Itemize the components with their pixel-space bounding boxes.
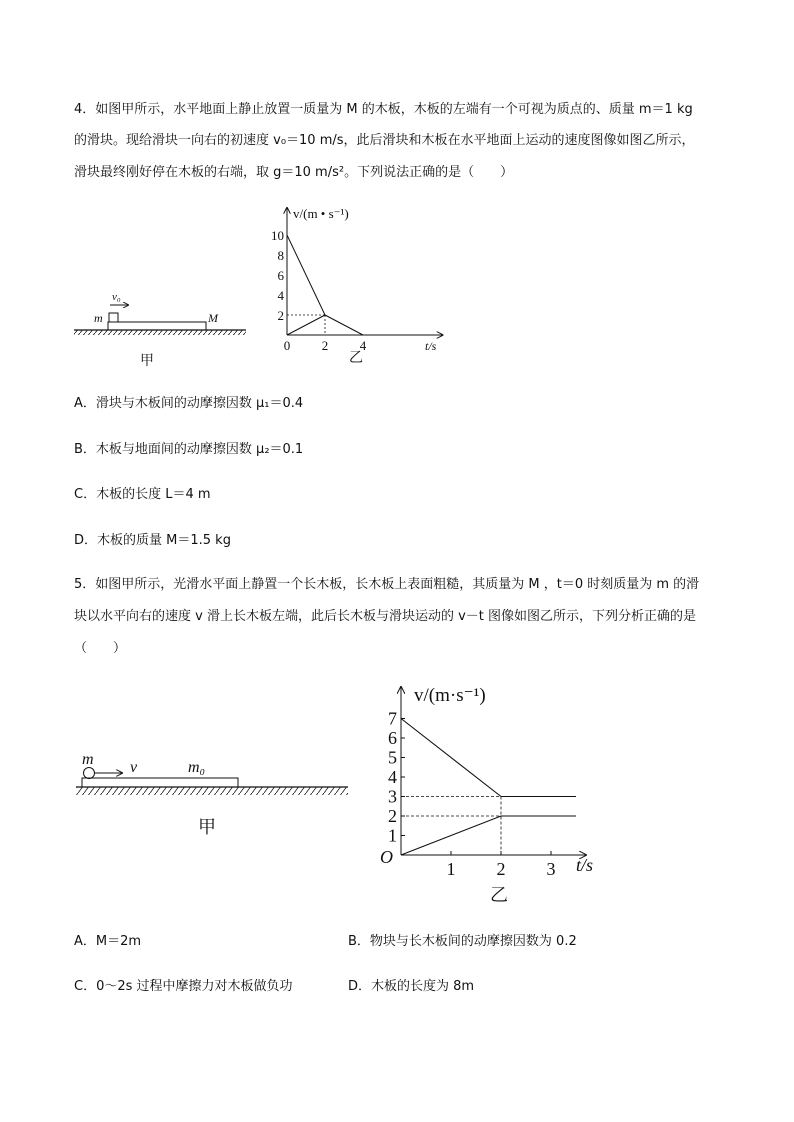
q4-option-a[interactable]: A．滑块与木板间的动摩擦因数 μ₁＝0.4 <box>74 396 304 411</box>
y-tick-label: 5 <box>388 747 397 768</box>
label-m: m <box>94 311 103 325</box>
q5-option-c[interactable]: C．0～2s 过程中摩擦力对木板做负功 <box>74 979 293 994</box>
q5-option-b[interactable]: B．物块与长木板间的动摩擦因数为 0.2 <box>348 934 577 949</box>
q4-option-d[interactable]: D．木板的质量 M＝1.5 kg <box>74 533 231 548</box>
q4-stem-line-3: 滑块最终刚好停在木板的右端，取 g＝10 m/s²。下列说法正确的是（ ） <box>74 165 514 180</box>
slider-ball <box>84 768 95 779</box>
y-tick-label: 8 <box>277 248 284 263</box>
ground-hatch <box>74 330 246 335</box>
x-tick-label: 2 <box>496 859 506 879</box>
x-tick-label: 1 <box>446 859 456 879</box>
q5-stem-line-3: （ ） <box>74 641 127 656</box>
q4-vt-chart <box>265 200 455 370</box>
q4-stem-line-1: 4．如图甲所示，水平地面上静止放置一质量为 M 的木板，木板的左端有一个可视为质点的、质量 m＝1 kg <box>74 102 693 117</box>
q5-figure-jia <box>72 745 357 845</box>
series-line <box>287 315 325 335</box>
y-tick-label: 4 <box>277 288 284 303</box>
board-M <box>108 322 206 330</box>
q4-option-b[interactable]: B．木板与地面间的动摩擦因数 μ₂＝0.1 <box>74 442 304 457</box>
q4-stem-line-2: 的滑块。现给滑块一向右的初速度 v₀＝10 m/s，此后滑块和木板在水平地面上运动的速度图像如图乙所示， <box>74 133 695 148</box>
x-tick-label: 2 <box>321 338 329 353</box>
caption-yi: 乙 <box>490 885 508 905</box>
y-tick-label: 7 <box>388 708 397 729</box>
series-line <box>401 816 576 855</box>
q5-option-a[interactable]: A．M＝2m <box>74 934 142 949</box>
y-tick-label: 2 <box>277 308 284 323</box>
y-tick-label: 2 <box>388 806 397 826</box>
label-v0: v₀ <box>112 291 121 303</box>
origin-label: O <box>380 847 393 867</box>
label-m: m <box>82 751 94 768</box>
series-line <box>401 719 576 797</box>
block-m <box>109 313 118 322</box>
caption-jia: 甲 <box>140 354 154 369</box>
q5-stem-line-2: 块以水平向右的速度 v 滑上长木板左端，此后长木板与滑块运动的 v－t 图像如图乙所示，下列分析正确的是 <box>74 609 697 624</box>
q5-vt-chart <box>360 675 605 910</box>
series-line <box>325 315 363 335</box>
label-M: M <box>208 311 218 325</box>
label-m0: m₀ <box>188 759 206 776</box>
y-tick-label: 1 <box>388 825 397 846</box>
y-tick-label: 6 <box>277 268 284 283</box>
x-axis-label: t/s <box>425 339 437 353</box>
q5-option-d[interactable]: D．木板的长度为 8m <box>348 979 475 994</box>
series-line <box>287 235 325 315</box>
y-tick-label: 4 <box>388 767 397 787</box>
y-tick-label: 10 <box>271 228 284 243</box>
y-tick-label: 3 <box>388 786 397 807</box>
x-tick-label: 4 <box>359 338 367 353</box>
y-axis-label: v/(m·s⁻¹) <box>414 685 486 706</box>
x-tick-label: 0 <box>283 338 291 353</box>
y-axis-label: v/(m • s⁻¹) <box>293 206 349 221</box>
y-tick-label: 6 <box>388 728 397 748</box>
x-axis-label: t/s <box>576 855 594 875</box>
q5-stem-line-1: 5．如图甲所示，光滑水平面上静置一个长木板，长木板上表面粗糙，其质量为 M ，t＝0 时刻质量为 m 的滑 <box>74 577 700 592</box>
caption-yi: 乙 <box>349 351 363 366</box>
x-tick-label: 3 <box>546 859 556 879</box>
label-v: v <box>130 759 138 776</box>
q4-figure-jia <box>70 285 255 375</box>
caption-jia: 甲 <box>198 817 216 837</box>
q4-option-c[interactable]: C．木板的长度 L＝4 m <box>74 487 211 502</box>
board-m0 <box>82 778 238 787</box>
ground-hatch <box>76 787 348 795</box>
